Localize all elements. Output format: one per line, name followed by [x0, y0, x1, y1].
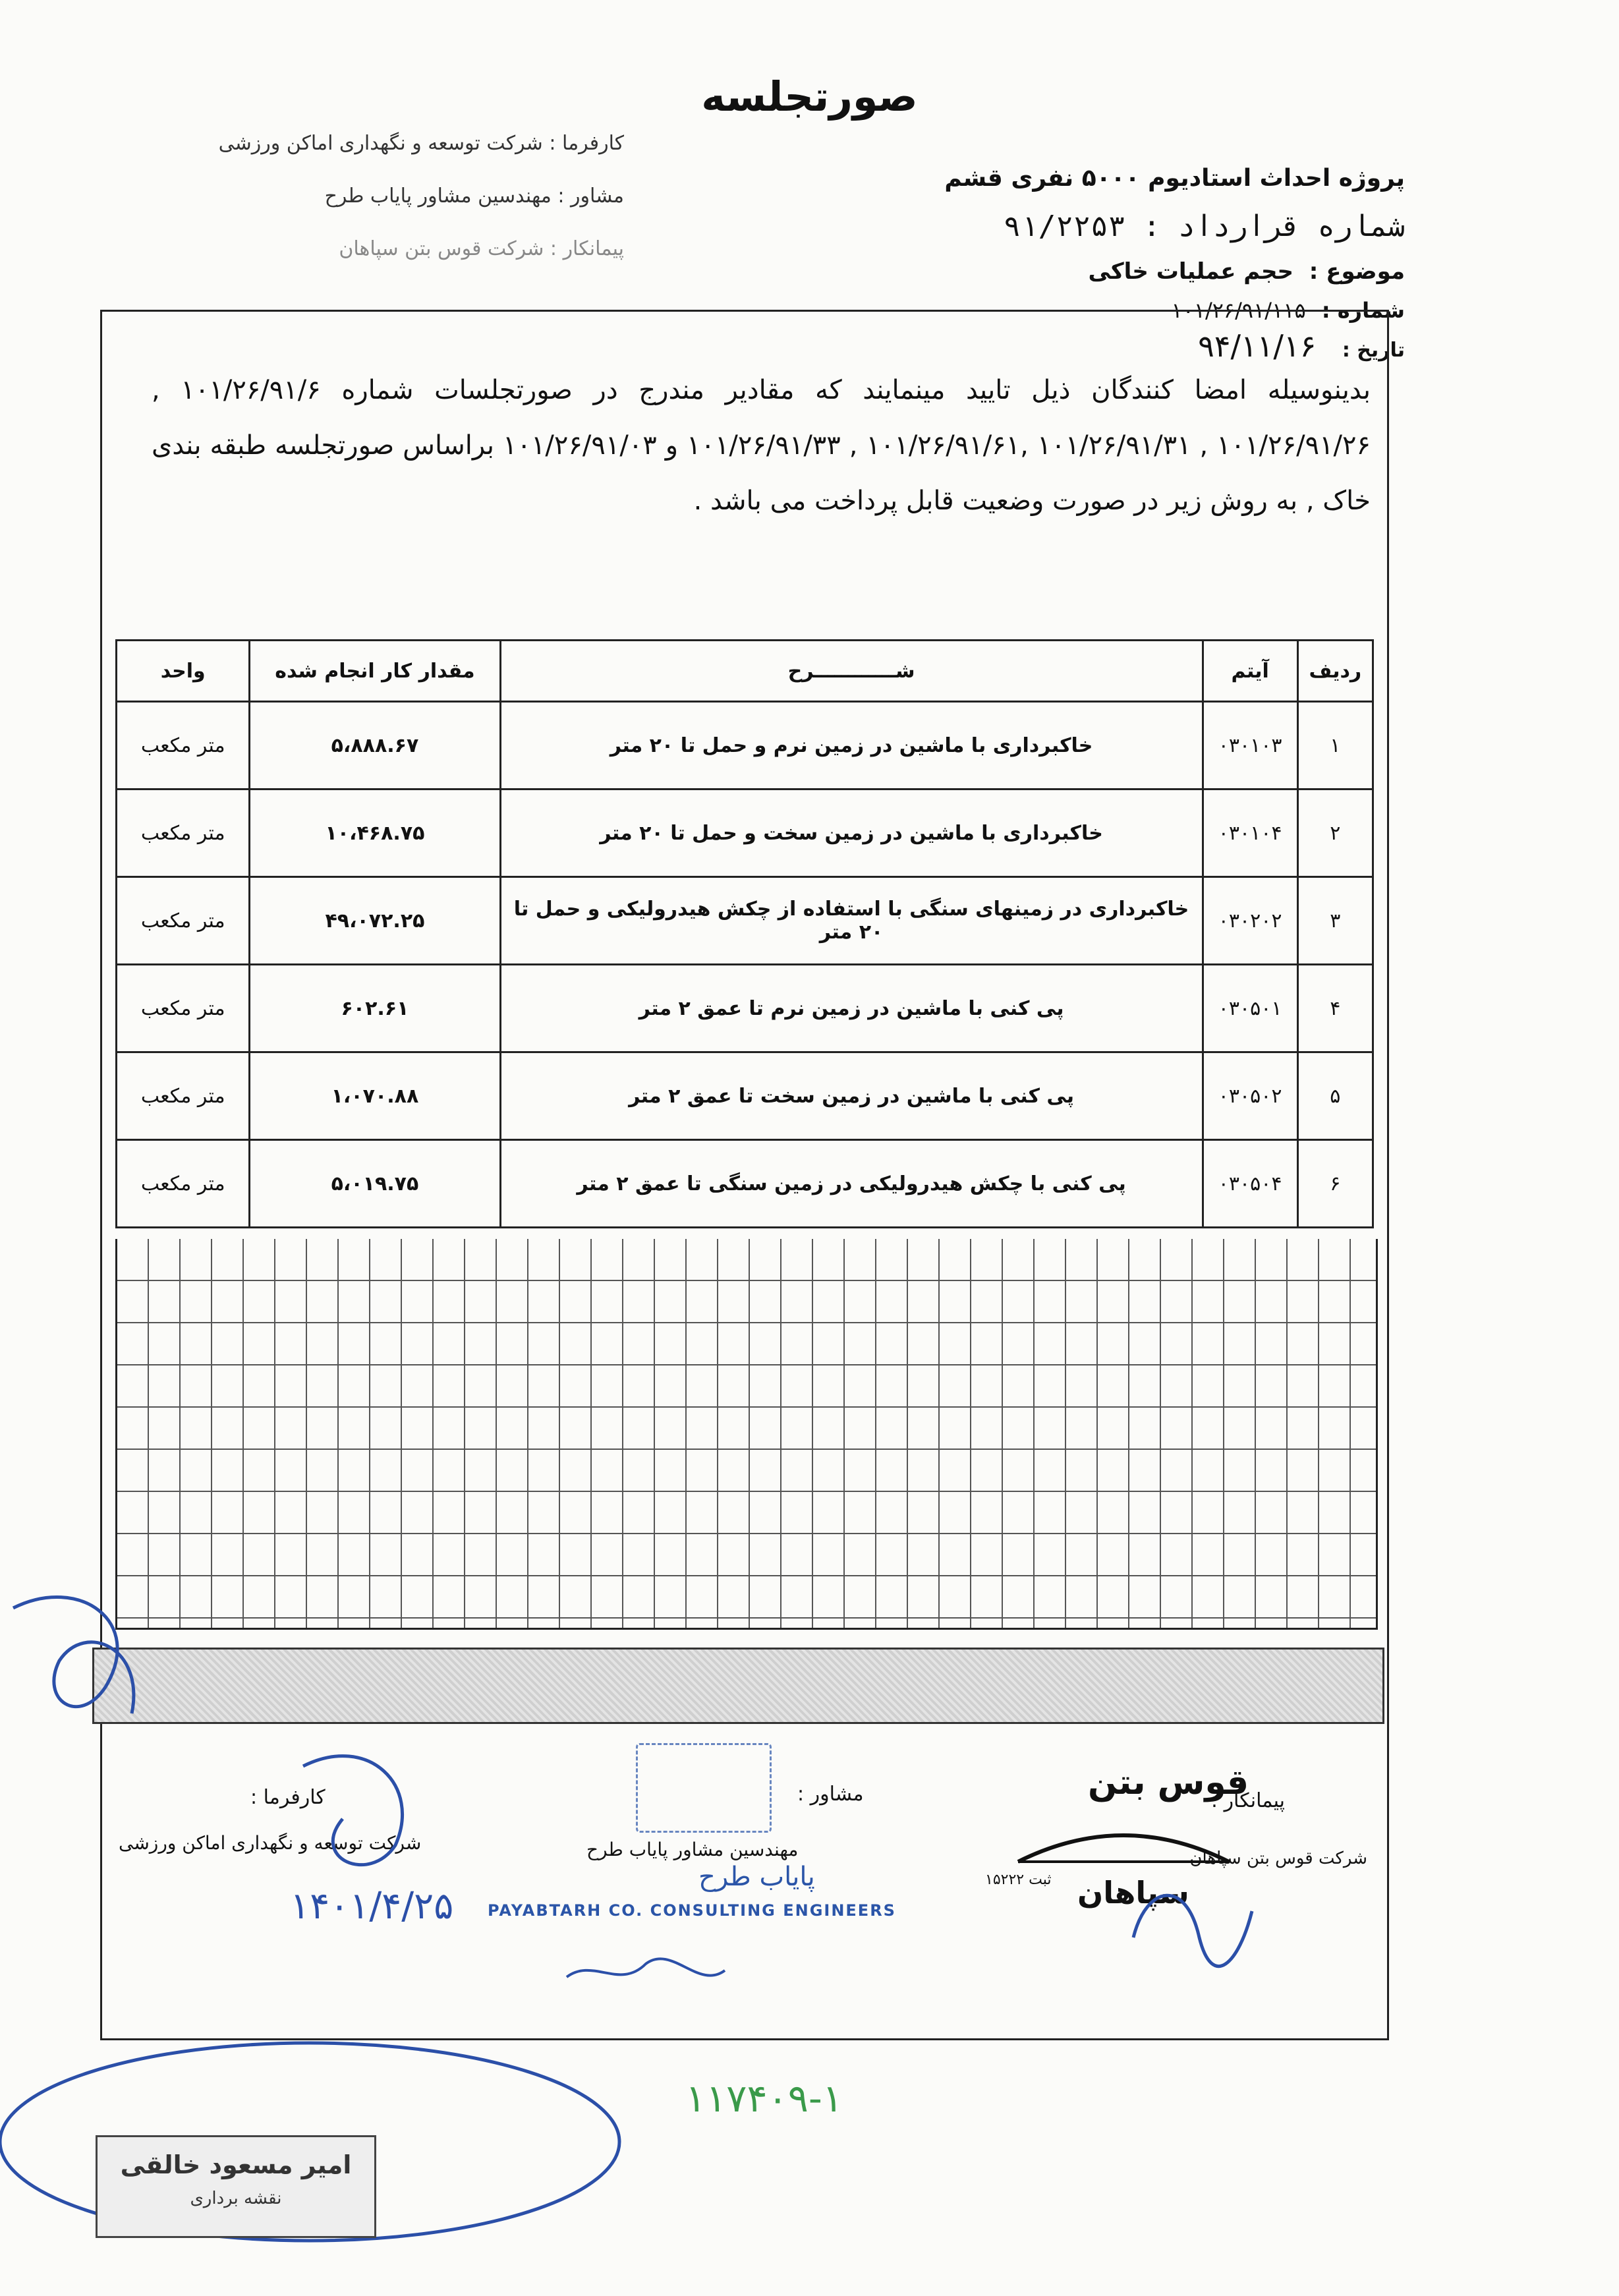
project-title: پروژه احداث استادیوم ۵۰۰۰ نفری قشم: [944, 165, 1405, 192]
cell-desc: پی کنی با ماشین در زمین نرم تا عمق ۲ متر: [500, 965, 1203, 1052]
cell-desc: خاکبرداری با ماشین در زمین نرم و حمل تا ۲۰ متر: [500, 702, 1203, 789]
cell-unit: متر مکعب: [117, 1140, 250, 1228]
cell-row: ۵: [1297, 1052, 1373, 1140]
bottom-stamp-name: امیر مسعود خالقی: [120, 2150, 352, 2179]
subject-row: [1088, 258, 1405, 285]
cell-item: ۰۳۰۱۰۳: [1203, 702, 1297, 789]
cell-row: ۲: [1297, 789, 1373, 877]
contract-number: شماره قرارداد : ۹۱/۲۲۵۳: [1003, 210, 1405, 243]
consultant-line: مشاور : مهندسین مشاور پایاب طرح: [324, 185, 624, 208]
date-value: ۹۴/۱۱/۱۶: [1198, 328, 1317, 364]
quantities-table: [115, 639, 1374, 1228]
date-label: تاریخ :: [1342, 339, 1405, 362]
cell-desc: پی کنی با ماشین در زمین سخت تا عمق ۲ متر: [500, 1052, 1203, 1140]
employer-name: شرکت توسعه و نگهداری اماکن ورزشی: [119, 1832, 422, 1854]
cell-unit: متر مکعب: [117, 1052, 250, 1140]
contractor-stamp-reg: ثبت ۱۵۲۲۲: [985, 1872, 1052, 1888]
contractor-line: پیمانکار : شرکت قوس بتن سپاهان: [339, 237, 624, 260]
cell-desc: پی کنی با چکش هیدرولیکی در زمین سنگی تا عمق ۲ متر: [500, 1140, 1203, 1228]
cell-row: ۳: [1297, 877, 1373, 965]
consultant-stamp-fa: پایاب طرح: [698, 1862, 815, 1892]
table-row: [117, 702, 1373, 789]
table-row: [117, 877, 1373, 965]
handwritten-date: ۱۴۰۱/۴/۲۵: [290, 1885, 454, 1928]
employer-label: کارفرما :: [250, 1786, 326, 1809]
cell-qty: ۵،۰۱۹.۷۵: [250, 1140, 500, 1228]
table-row: [117, 789, 1373, 877]
contractor-label: پیمانکار :: [1210, 1789, 1285, 1812]
col-row: ردیف: [1297, 641, 1373, 702]
cell-unit: متر مکعب: [117, 789, 250, 877]
cell-qty: ۵،۸۸۸.۶۷: [250, 702, 500, 789]
cell-qty: ۴۹،۰۷۲.۲۵: [250, 877, 500, 965]
cell-desc: خاکبرداری در زمینهای سنگی با استفاده از چکش هیدرولیکی و حمل تا ۲۰ متر: [500, 877, 1203, 965]
col-qty: مقدار کار انجام شده: [250, 641, 500, 702]
table-row: [117, 965, 1373, 1052]
cell-qty: ۱۰،۴۶۸.۷۵: [250, 789, 500, 877]
cell-item: ۰۳۰۵۰۴: [1203, 1140, 1297, 1228]
cell-row: ۶: [1297, 1140, 1373, 1228]
consultant-label: مشاور :: [797, 1783, 864, 1806]
document-title: صورتجلسه: [701, 72, 918, 121]
cell-row: ۴: [1297, 965, 1373, 1052]
cell-item: ۰۳۰۲۰۲: [1203, 877, 1297, 965]
contractor-name: شرکت قوس بتن سپاهان: [1189, 1849, 1367, 1868]
cell-qty: ۶۰۲.۶۱: [250, 965, 500, 1052]
body-paragraph: بدینوسیله امضا کنندگان ذیل تایید مینمایند که مقادیر مندرج در صورتجلسات شماره ۱۰۱/۲۶/۹۱/۶ , ۱۰۱/۲۶/۹۱/۲۶ , ۱۰۱/۲۶/۹۱/۳۱ ,۱۰۱/۲۶/۹۱/۶۱ , ۱۰۱/۲۶/۹۱/۳۳ و ۱۰۱/۲۶/۹۱/۰۳ براساس صورتجلسه طبقه بندی خاک , به روش زیر در صورت وضعیت قابل پرداخت می باشد .: [152, 375, 1371, 516]
cell-unit: متر مکعب: [117, 877, 250, 965]
employer-line: کارفرما : شرکت توسعه و نگهداری اماکن ورزشی: [218, 132, 624, 155]
cell-desc: خاکبرداری با ماشین در زمین سخت و حمل تا ۲۰ متر: [500, 789, 1203, 877]
consultant-stamp-en: PAYABTARH CO. CONSULTING ENGINEERS: [488, 1901, 896, 1920]
cell-unit: متر مکعب: [117, 702, 250, 789]
cell-unit: متر مکعب: [117, 965, 250, 1052]
table-row: [117, 1140, 1373, 1228]
contractor-stamp-top: قوس بتن: [1087, 1763, 1249, 1802]
col-unit: واحد: [117, 641, 250, 702]
cell-item: ۰۳۰۵۰۱: [1203, 965, 1297, 1052]
number-label: شماره :: [1321, 298, 1405, 323]
bottom-stamp: [96, 2135, 376, 2238]
consultant-name: مهندسین مشاور پایاب طرح: [586, 1839, 799, 1860]
handwritten-number: ۱۱۷۴۰۹-۱: [685, 2076, 843, 2121]
bottom-stamp-sub: نقشه برداری: [190, 2189, 282, 2208]
cell-item: ۰۳۰۵۰۲: [1203, 1052, 1297, 1140]
cell-row: ۱: [1297, 702, 1373, 789]
table-row: [117, 1052, 1373, 1140]
col-item: آیتم: [1203, 641, 1297, 702]
table-header-row: [117, 641, 1373, 702]
cell-qty: ۱،۰۷۰.۸۸: [250, 1052, 500, 1140]
number-value: ۱۰۱/۲۶/۹۱/۱۱۵: [1171, 298, 1306, 323]
subject-label: موضوع :: [1309, 258, 1405, 285]
contractor-stamp-bottom: سپاهان: [1077, 1875, 1189, 1910]
col-desc: شــــــــــــرح: [500, 641, 1203, 702]
cell-item: ۰۳۰۱۰۴: [1203, 789, 1297, 877]
subject-value: حجم عملیات خاکی: [1088, 258, 1293, 285]
